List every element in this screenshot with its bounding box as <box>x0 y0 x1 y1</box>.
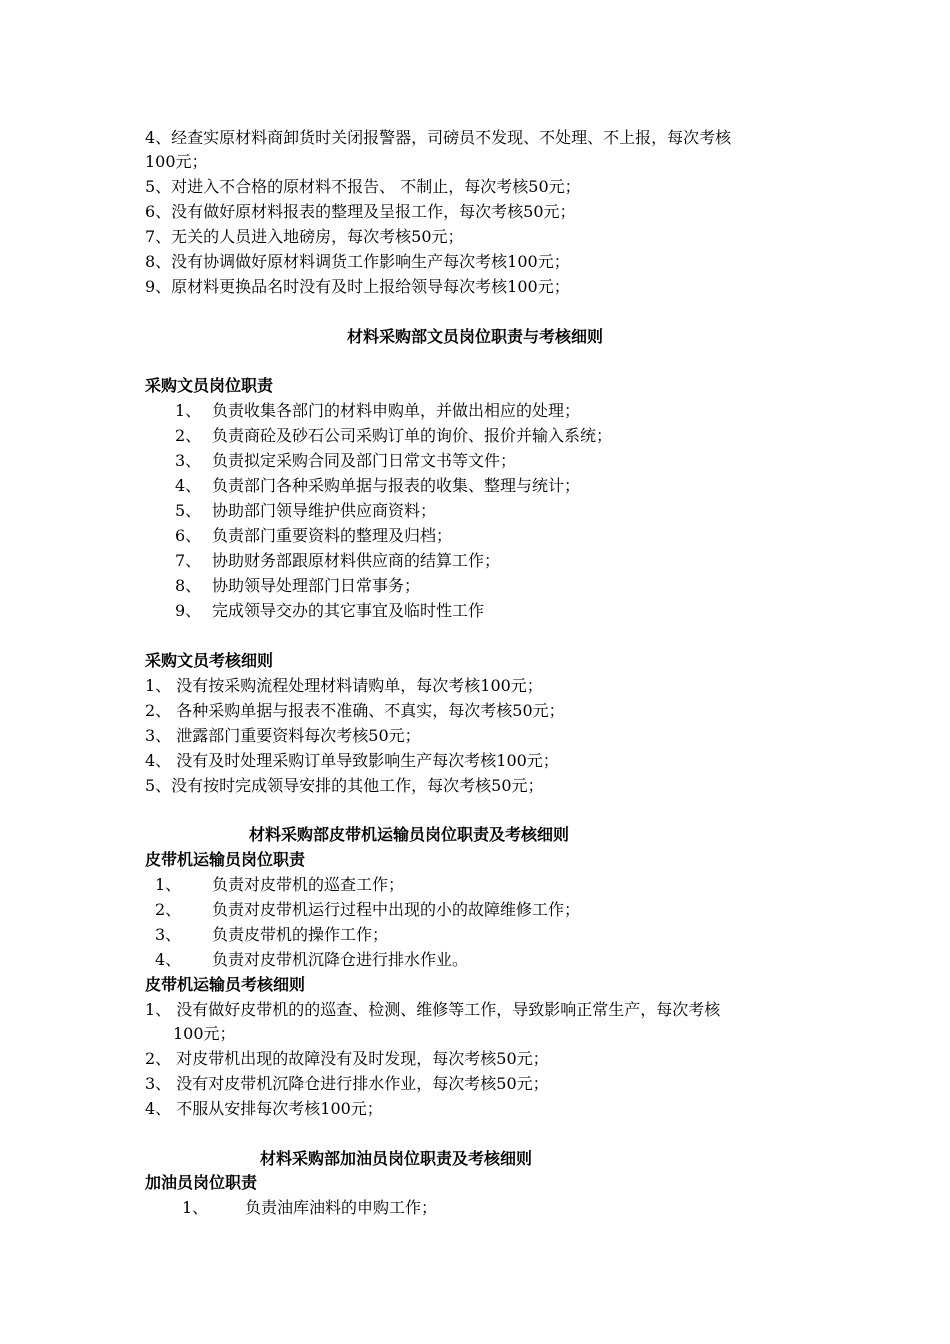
section-title-belt: 材料采购部皮带机运输员岗位职责及考核细则 <box>249 825 570 844</box>
assessment-item: 1、 没有做好皮带机的的巡查、检测、维修等工作，导致影响正常生产，每次考核 <box>145 1000 721 1019</box>
duty-item <box>182 1197 437 1219</box>
heading-clerk-duties: 采购文员岗位职责 <box>145 376 274 395</box>
duty-text: 负责收集各部门的材料申购单，并做出相应的处理； <box>212 401 581 420</box>
list-item: 7、无关的人员进入地磅房，每次考核50元； <box>145 227 464 246</box>
duty-item <box>175 475 580 497</box>
duty-number: 1、 <box>175 401 202 420</box>
duty-number: 4、 <box>155 950 182 969</box>
duty-number: 7、 <box>175 551 202 570</box>
list-item: 6、没有做好原材料报表的整理及呈报工作，每次考核50元； <box>145 202 576 221</box>
duty-text: 负责对皮带机沉降仓进行排水作业。 <box>212 950 469 969</box>
duty-text: 负责商砼及砂石公司采购订单的询价、报价并输入系统； <box>212 426 613 445</box>
duty-text: 完成领导交办的其它事宜及临时性工作 <box>212 601 485 620</box>
assessment-item: 4、 没有及时处理采购订单导致影响生产每次考核100元； <box>145 751 559 770</box>
list-item-continuation: 100元； <box>145 152 208 171</box>
heading-clerk-assessment: 采购文员考核细则 <box>145 651 274 670</box>
list-item: 8、没有协调做好原材料调货工作影响生产每次考核100元； <box>145 252 570 271</box>
duty-item <box>175 600 484 622</box>
duty-number: 2、 <box>175 426 202 445</box>
duty-text: 负责皮带机的操作工作； <box>212 925 389 944</box>
duty-text: 负责对皮带机的巡查工作； <box>212 875 405 894</box>
duty-number: 5、 <box>175 501 202 520</box>
heading-fuel-duties: 加油员岗位职责 <box>145 1173 258 1192</box>
list-item: 9、原材料更换品名时没有及时上报给领导每次考核100元； <box>145 277 570 296</box>
duty-text: 负责油库油料的申购工作； <box>245 1198 438 1217</box>
duty-text: 负责拟定采购合同及部门日常文书等文件； <box>212 451 517 470</box>
assessment-item-continuation: 100元； <box>173 1024 236 1043</box>
duty-number: 9、 <box>175 601 202 620</box>
duty-item <box>175 425 612 447</box>
duty-text: 协助领导处理部门日常事务； <box>212 576 421 595</box>
section-title-fuel: 材料采购部加油员岗位职责及考核细则 <box>260 1149 533 1168</box>
duty-number: 1、 <box>155 875 182 894</box>
duty-item <box>155 874 404 896</box>
list-item: 4、经查实原材料商卸货时关闭报警器，司磅员不发现、不处理、不上报，每次考核 <box>145 128 732 147</box>
section-title-clerk: 材料采购部文员岗位职责与考核细则 <box>346 327 603 346</box>
duty-item <box>155 899 580 921</box>
assessment-item: 2、 对皮带机出现的故障没有及时发现，每次考核50元； <box>145 1049 549 1068</box>
duty-number: 1、 <box>182 1198 209 1217</box>
assessment-item: 1、 没有按采购流程处理材料请购单，每次考核100元； <box>145 676 543 695</box>
assessment-item: 5、没有按时完成领导安排的其他工作，每次考核50元； <box>145 776 544 795</box>
duty-item <box>175 575 420 597</box>
duty-number: 3、 <box>155 925 182 944</box>
duty-text: 协助部门领导维护供应商资料； <box>212 501 437 520</box>
duty-item <box>175 450 516 472</box>
duty-number: 8、 <box>175 576 202 595</box>
duty-text: 负责部门各种采购单据与报表的收集、整理与统计； <box>212 476 581 495</box>
assessment-item: 3、 没有对皮带机沉降仓进行排水作业，每次考核50元； <box>145 1074 549 1093</box>
duty-text: 负责部门重要资料的整理及归档； <box>212 526 453 545</box>
duty-number: 4、 <box>175 476 202 495</box>
duty-number: 6、 <box>175 526 202 545</box>
assessment-item: 2、 各种采购单据与报表不准确、不真实，每次考核50元； <box>145 701 565 720</box>
duty-item <box>175 550 500 572</box>
duty-number: 2、 <box>155 900 182 919</box>
duty-item <box>175 525 452 547</box>
duty-item <box>155 949 468 971</box>
assessment-item: 4、 不服从安排每次考核100元； <box>145 1099 383 1118</box>
list-item: 5、对进入不合格的原材料不报告、 不制止，每次考核50元； <box>145 177 581 196</box>
duty-item <box>155 924 388 946</box>
duty-item <box>175 400 580 422</box>
duty-text: 负责对皮带机运行过程中出现的小的故障维修工作； <box>212 900 581 919</box>
duty-item <box>175 500 436 522</box>
assessment-item: 3、 泄露部门重要资料每次考核50元； <box>145 726 421 745</box>
heading-belt-duties: 皮带机运输员岗位职责 <box>145 850 306 869</box>
duty-number: 3、 <box>175 451 202 470</box>
duty-text: 协助财务部跟原材料供应商的结算工作； <box>212 551 501 570</box>
heading-belt-assessment: 皮带机运输员考核细则 <box>145 975 306 994</box>
